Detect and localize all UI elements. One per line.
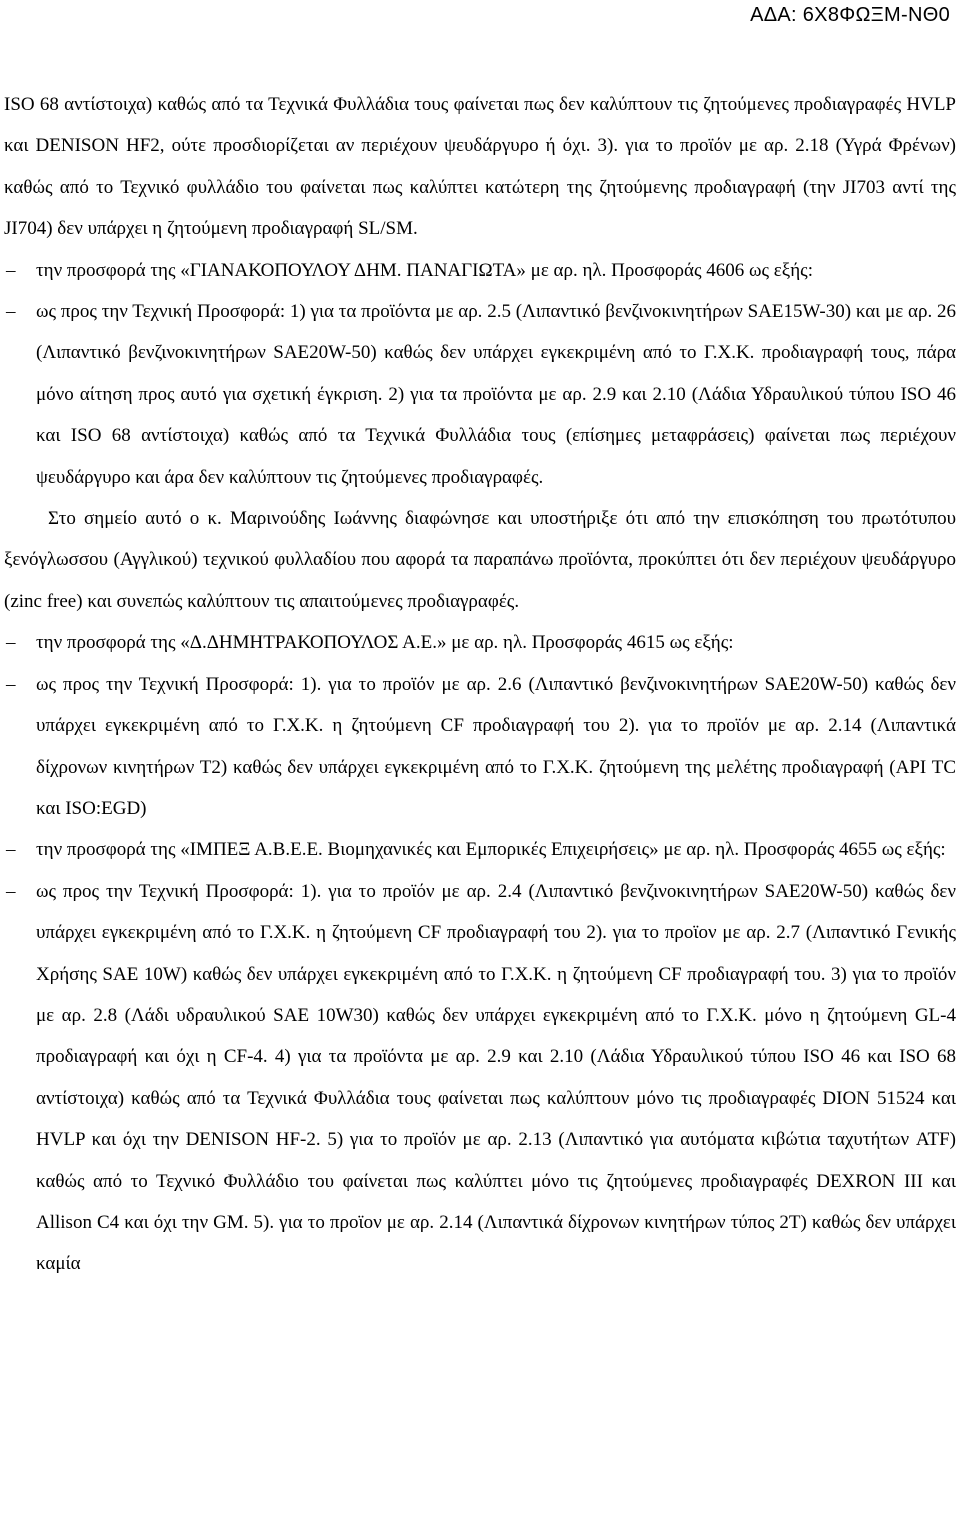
list-item-text: ως προς την Τεχνική Προσφορά: 1). για το προϊόν με αρ. 2.4 (Λιπαντικό βενζινοκινητήρων SAE20W-50) καθώς δεν υπάρχει εγκεκριμένη από το Γ.Χ.Κ. η ζητούμενη CF προδιαγραφή του 2). για το προϊον με αρ. 2.7 (Λιπαντικό Γενικής Χρήσης SAE 10W) καθώς δεν υπάρχει εγκεκριμένη από το Γ.Χ.Κ. η ζητούμενη CF προδιαγραφή του. 3) για το προϊόν με αρ. 2.8 (Λάδι υδραυλικού SAE 10W30) καθώς δεν υπάρχει εγκεκριμένη από το Γ.Χ.Κ. μόνο η ζητούμενη GL-4 προδιαγραφή και όχι η CF-4. 4) για τα προϊόντα με αρ. 2.9 και 2.10 (Λάδια Υδραυλικού τύπου ISO 46 και ISO 68 αντίστοιχα) καθώς από τα Τεχνικά Φυλλάδια τους φαίνεται πως καλύπτουν μόνο τις προδιαγραφές DION 51524 και HVLP και όχι την DENISON HF-2. 5) για το προϊόν με αρ. 2.13 (Λιπαντικό για αυτόματα κιβώτια ταχυτήτων ATF) καθώς από το Τεχνικό Φυλλάδιο του φαίνεται πως καλύπτει μόνο τις ζητούμενες προδιαγραφές DEXRON III και Allison C4 και όχι την GM. 5). για το προϊον με αρ. 2.14 (Λιπαντικά δίχρονων κινητήρων τύπος 2Τ) καθώς δεν υπάρχει καμία xyxy=(36,880,956,1275)
list-item-offer-impex xyxy=(4,829,956,870)
dash-bullet: – xyxy=(6,880,16,902)
list-item-technical-offer-2 xyxy=(4,664,956,830)
ada-code-header: ΑΔΑ: 6Χ8ΦΩΞΜ-ΝΘ0 xyxy=(750,4,950,26)
dash-bullet: – xyxy=(6,839,16,861)
list-item-technical-offer-1 xyxy=(4,291,956,498)
list-item-text: την προσφορά της «ΙΜΠΕΞ Α.Β.Ε.Ε. Βιομηχανικές και Εμπορικές Επιχειρήσεις» με αρ. ηλ. Προσφοράς 4655 ως εξής: xyxy=(36,839,946,861)
list-item-text: την προσφορά της «Δ.ΔΗΜΗΤΡΑΚΟΠΟΥΛΟΣ Α.Ε.» με αρ. ηλ. Προσφοράς 4615 ως εξής: xyxy=(36,632,734,654)
dash-bullet: – xyxy=(6,673,16,695)
list-item-text: την προσφορά της «ΓΙΑΝΑΚΟΠΟΥΛΟΥ ΔΗΜ. ΠΑΝΑΓΙΩΤΑ» με αρ. ηλ. Προσφοράς 4606 ως εξής: xyxy=(36,259,813,281)
list-item-technical-offer-3 xyxy=(4,871,956,1285)
dash-bullet: – xyxy=(6,632,16,654)
document-body xyxy=(4,84,956,1285)
list-item-text: ως προς την Τεχνική Προσφορά: 1). για το προϊόν με αρ. 2.6 (Λιπαντικό βενζινοκινητήρων SAE20W-50) καθώς δεν υπάρχει εγκεκριμένη από το Γ.Χ.Κ. η ζητούμενη CF προδιαγραφή του 2). για το προϊόν με αρ. 2.14 (Λιπαντικά δίχρονων κινητήρων Τ2) καθώς δεν υπάρχει εγκεκριμένη από το Γ.Χ.Κ. ζητούμενη της μελέτης προδιαγραφή (API TC και ISO:EGD) xyxy=(36,673,956,819)
paragraph-objection: Στο σημείο αυτό ο κ. Μαρινούδης Ιωάννης διαφώνησε και υποστήριξε ότι από την επισκόπηση του πρωτότυπου ξενόγλωσσου (Αγγλικού) τεχνικού φυλλαδίου που αφορά τα παραπάνω προϊόντα, προκύπτει ότι δεν περιέχουν ψευδάργυρο (zinc free) και συνεπώς καλύπτουν τις απαιτούμενες προδιαγραφές. xyxy=(4,508,956,612)
list-item-offer-gianakopoulou xyxy=(4,250,956,291)
dash-bullet: – xyxy=(6,259,16,281)
list-item-text: ως προς την Τεχνική Προσφορά: 1) για τα προϊόντα με αρ. 2.5 (Λιπαντικό βενζινοκινητήρων SAE15W-30) και με αρ. 26 (Λιπαντικό βενζινοκινητήρων SAE20W-50) καθώς δεν υπάρχει εγκεκριμένη από το Γ.Χ.Κ. προδιαγραφή τους, πάρα μόνο αίτηση προς αυτό για σχετική έγκριση. 2) για τα προϊόντα με αρ. 2.9 και 2.10 (Λάδια Υδραυλικού τύπου ISO 46 και ISO 68 αντίστοιχα) καθώς από τα Τεχνικά Φυλλάδια τους (επίσημες μεταφράσεις) φαίνεται πως περιέχουν ψευδάργυρο και άρα δεν καλύπτουν τις ζητούμενες προδιαγραφές. xyxy=(36,301,956,488)
dash-bullet: – xyxy=(6,301,16,323)
list-item-offer-dimitrakopoulos xyxy=(4,622,956,663)
paragraph-continuation: ISO 68 αντίστοιχα) καθώς από τα Τεχνικά Φυλλάδια τους φαίνεται πως δεν καλύπτουν τις ζητούμενες προδιαγραφές HVLP και DENISON HF2, ούτε προσδιορίζεται αν περιέχουν ψευδάργυρο ή όχι. 3). για το προϊόν με αρ. 2.18 (Υγρά Φρένων) καθώς από το Τεχνικό φυλλάδιο του φαίνεται πως καλύπτει κατώτερη της ζητούμενης προδιαγραφή (την JI703 αντί της JI704) δεν υπάρχει η ζητούμενη προδιαγραφή SL/SM. xyxy=(4,94,956,240)
